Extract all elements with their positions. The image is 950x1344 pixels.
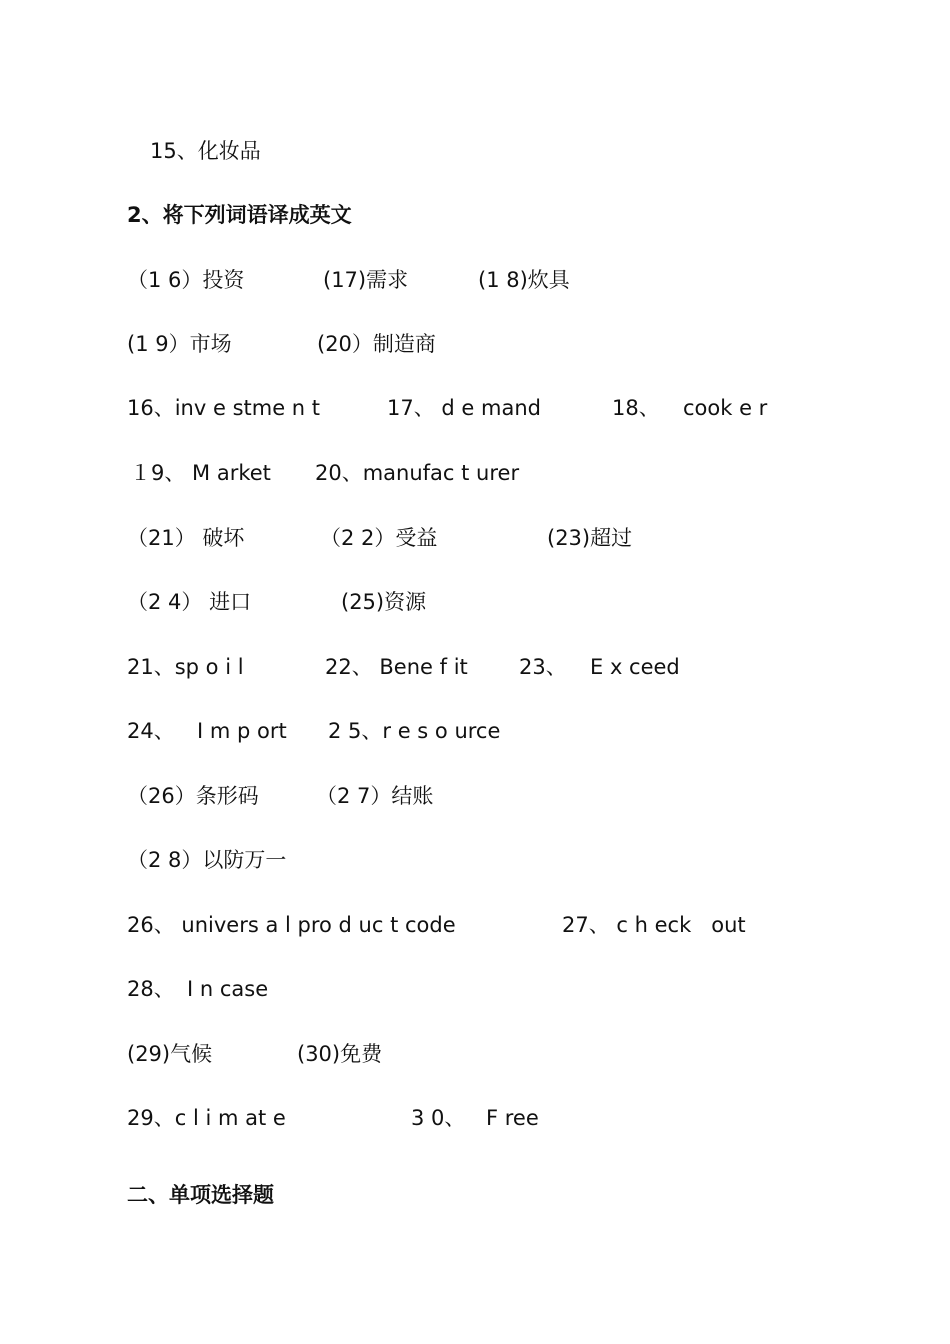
section-heading: 2、将下列词语译成英文 xyxy=(127,203,352,227)
text-item: 16、inv e stme n t xyxy=(127,396,321,420)
text-item: F ree xyxy=(486,1106,539,1130)
text-item: 29、c l i m at e xyxy=(127,1106,286,1130)
text-item: 20、manufac t urer xyxy=(315,461,520,485)
text-item: 2 5、r e s o urce xyxy=(328,719,501,743)
text-item: E x ceed xyxy=(590,655,680,679)
text-item: (20）制造商 xyxy=(317,332,436,356)
text-item: （1 6）投资 xyxy=(127,268,245,292)
text-item: 28、 xyxy=(127,977,175,1001)
text-item: 24、 xyxy=(127,719,175,743)
text-item: cook e r xyxy=(683,396,768,420)
text-item: 22、 Bene f it xyxy=(325,655,468,679)
text-item: （2 7）结账 xyxy=(316,784,434,808)
text-item: (30)免费 xyxy=(297,1042,383,1066)
text-item: (25)资源 xyxy=(341,590,427,614)
text-item: （21） 破坏 xyxy=(127,526,245,550)
text-item: 17、 d e mand xyxy=(387,396,541,420)
text-item: (1 8)炊具 xyxy=(478,268,570,292)
text-item: １9、 M arket xyxy=(130,461,271,485)
text-item: (1 9）市场 xyxy=(127,332,232,356)
text-item: (29)气候 xyxy=(127,1042,213,1066)
text-item: I m p ort xyxy=(197,719,287,743)
text-item: （2 8）以防万一 xyxy=(127,848,287,872)
text-line: 15、化妆品 xyxy=(150,139,261,163)
text-item: (23)超过 xyxy=(547,526,633,550)
text-item: 3 0、 xyxy=(411,1106,466,1130)
text-item: （2 2）受益 xyxy=(320,526,438,550)
text-item: 27、 c h eck out xyxy=(562,913,746,937)
text-item: 26、 univers a l pro d uc t code xyxy=(127,913,456,937)
text-item: （26）条形码 xyxy=(127,784,259,808)
text-item: 18、 xyxy=(612,396,660,420)
text-item: 21、sp o i l xyxy=(127,655,244,679)
text-item: 23、 xyxy=(519,655,567,679)
text-item: (17)需求 xyxy=(323,268,409,292)
section-heading: 二、单项选择题 xyxy=(127,1183,274,1207)
text-item: （2 4） 进口 xyxy=(127,590,252,614)
text-item: I n case xyxy=(187,977,269,1001)
